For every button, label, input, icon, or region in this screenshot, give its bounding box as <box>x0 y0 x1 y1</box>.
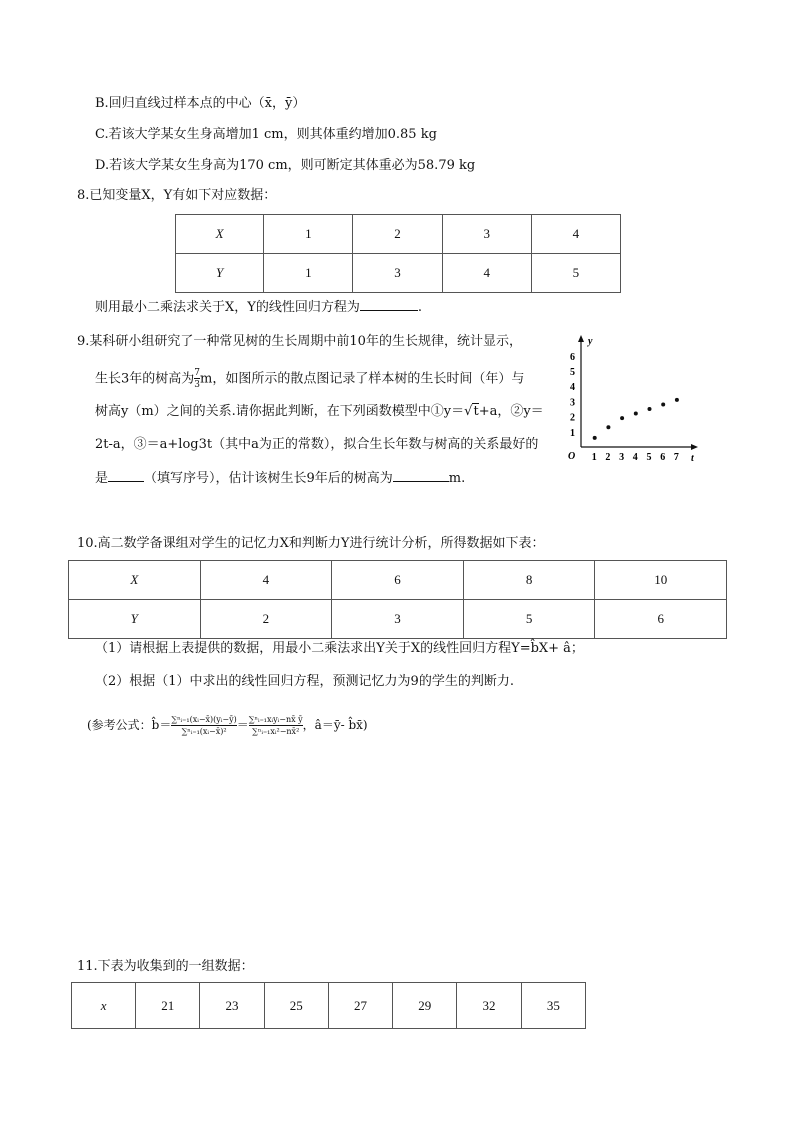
x-axis-label: t <box>691 453 694 464</box>
fraction-numerator: ∑ⁿᵢ₌₁(xᵢ−x̄)(yᵢ−ȳ) <box>171 714 237 724</box>
table-cell: 3 <box>332 600 464 639</box>
table-row <box>176 254 621 293</box>
q9-line3 <box>95 403 544 421</box>
table-row <box>176 215 621 254</box>
table-cell: 8 <box>463 561 595 600</box>
y-axis-label: y <box>588 336 593 347</box>
table-cell: 25 <box>264 983 328 1029</box>
y-tick-label: 2 <box>570 412 575 424</box>
q9-line2 <box>95 368 524 390</box>
table-row <box>69 600 727 639</box>
table-cell: 4 <box>200 561 332 600</box>
data-point <box>648 407 652 411</box>
table-cell: 5 <box>531 254 620 293</box>
table-cell: 29 <box>393 983 457 1029</box>
table-cell: Y <box>176 254 264 293</box>
q8-answer-prefix: 则用最小二乘法求关于X，Y的线性回归方程为 <box>95 300 360 315</box>
q10-stem: 10.高二数学备课组对学生的记忆力X和判断力Y进行统计分析，所得数据如下表： <box>77 536 545 551</box>
data-point <box>606 425 610 429</box>
table-cell: 5 <box>463 600 595 639</box>
fraction-numerator: 7 <box>194 368 201 378</box>
table-cell: 3 <box>442 215 531 254</box>
option-c: C.若该大学某女生身高增加1 cm，则其体重约增加0.85 kg <box>95 127 437 142</box>
table-cell: Y <box>69 600 201 639</box>
formula-fraction-1 <box>171 715 236 737</box>
sqrt-sign: √ <box>464 404 473 419</box>
y-tick-label: 3 <box>570 397 575 409</box>
formula-prefix: (参考公式：b̂＝ <box>87 718 172 732</box>
data-point <box>661 402 665 406</box>
y-tick-label: 5 <box>570 367 575 378</box>
answer-blank[interactable] <box>108 467 144 482</box>
q9-line5-a: 是 <box>95 471 109 486</box>
data-point <box>593 436 597 440</box>
answer-blank[interactable] <box>360 296 418 311</box>
table-cell: 6 <box>595 600 727 639</box>
q10-reference-formula <box>87 707 368 743</box>
table-cell: 2 <box>200 600 332 639</box>
table-row <box>69 561 727 600</box>
q9-line5-b: （填写序号），估计该树生长9年后的树高为 <box>144 471 393 486</box>
table-cell: 21 <box>136 983 200 1029</box>
option-d: D.若该大学某女生身高为170 cm，则可断定其体重必为58.79 kg <box>95 158 476 173</box>
table-row <box>72 983 586 1029</box>
y-tick-label: 6 <box>570 351 575 363</box>
scatter-plot <box>565 333 700 468</box>
data-point <box>675 398 679 402</box>
q9-line5 <box>95 467 465 488</box>
q10-part2: （2）根据（1）中求出的线性回归方程，预测记忆力为9的学生的判断力. <box>95 674 514 689</box>
table-cell: 3 <box>353 254 442 293</box>
q9-line3-a: 树高y（m）之间的关系.请你据此判断，在下列函数模型中①y＝ <box>95 404 465 419</box>
formula-fraction-2 <box>249 715 303 737</box>
y-axis-arrow <box>578 335 584 342</box>
formula-suffix: ，â＝ȳ- b̂x̄) <box>302 718 368 732</box>
table-cell: x <box>72 983 136 1029</box>
q9-line4: 2t-a，③＝a+log3t（其中a为正的常数），拟合生长年数与树高的关系最好的 <box>95 437 539 452</box>
q8-answer-suffix: . <box>417 300 422 315</box>
q11-stem: 11.下表为收集到的一组数据： <box>77 959 254 974</box>
table-cell: 1 <box>264 254 353 293</box>
x-axis-arrow <box>691 444 698 450</box>
table-cell: 6 <box>332 561 464 600</box>
q10-part1: （1）请根据上表提供的数据，用最小二乘法求出Y关于X的线性回归方程Y=b̂X+ â； <box>95 641 584 656</box>
q10-table <box>68 560 727 639</box>
table-cell: 27 <box>328 983 392 1029</box>
table-cell: 23 <box>200 983 264 1029</box>
x-tick-label: 7 <box>673 452 679 463</box>
x-tick-label: 5 <box>646 452 652 463</box>
fraction-numerator: ∑ⁿᵢ₌₁xᵢyᵢ−nx̄ ȳ <box>248 714 303 724</box>
x-tick-label: 4 <box>632 452 638 463</box>
table-cell: 4 <box>531 215 620 254</box>
q8-table <box>175 214 621 293</box>
table-cell: 1 <box>264 215 353 254</box>
table-cell: X <box>176 215 264 254</box>
y-tick-label: 1 <box>570 427 575 439</box>
table-cell: 10 <box>595 561 727 600</box>
x-tick-label: 3 <box>619 452 625 463</box>
y-tick-label: 4 <box>570 382 575 394</box>
q9-line2-b: m，如图所示的散点图记录了样本树的生长时间（年）与 <box>200 371 525 387</box>
q9-line3-b: +a，②y＝ <box>478 404 544 419</box>
q9-line5-c: m. <box>448 471 466 486</box>
x-tick-label: 2 <box>605 452 611 463</box>
data-point <box>634 412 638 416</box>
fraction-denominator: 3 <box>194 380 201 390</box>
answer-blank[interactable] <box>393 467 449 482</box>
fraction-denominator: ∑ⁿᵢ₌₁xᵢ²−nx̄² <box>249 725 303 737</box>
table-cell: 32 <box>457 983 521 1029</box>
table-cell: X <box>69 561 201 600</box>
option-b: B.回归直线过样本点的中心（x̄，ȳ） <box>95 96 306 111</box>
x-tick-label: 6 <box>660 452 666 463</box>
table-cell: 35 <box>521 983 585 1029</box>
table-cell: 2 <box>353 215 442 254</box>
q9-line2-a: 生长3年的树高为 <box>95 371 195 387</box>
x-tick-label: 1 <box>591 452 597 463</box>
formula-equals: ＝ <box>236 718 249 732</box>
q8-answer-line <box>95 296 422 317</box>
q11-table <box>71 982 586 1029</box>
q8-stem: 8.已知变量X，Y有如下对应数据： <box>77 188 277 203</box>
q9-line1: 9.某科研小组研究了一种常见树的生长周期中前10年的生长规律，统计显示， <box>77 334 522 349</box>
sqrt-radicand: t <box>473 404 479 419</box>
fraction-denominator: ∑ⁿᵢ₌₁(xᵢ−x̄)² <box>171 725 236 737</box>
origin-label: O <box>568 451 576 462</box>
data-point <box>620 416 624 420</box>
table-cell: 4 <box>442 254 531 293</box>
